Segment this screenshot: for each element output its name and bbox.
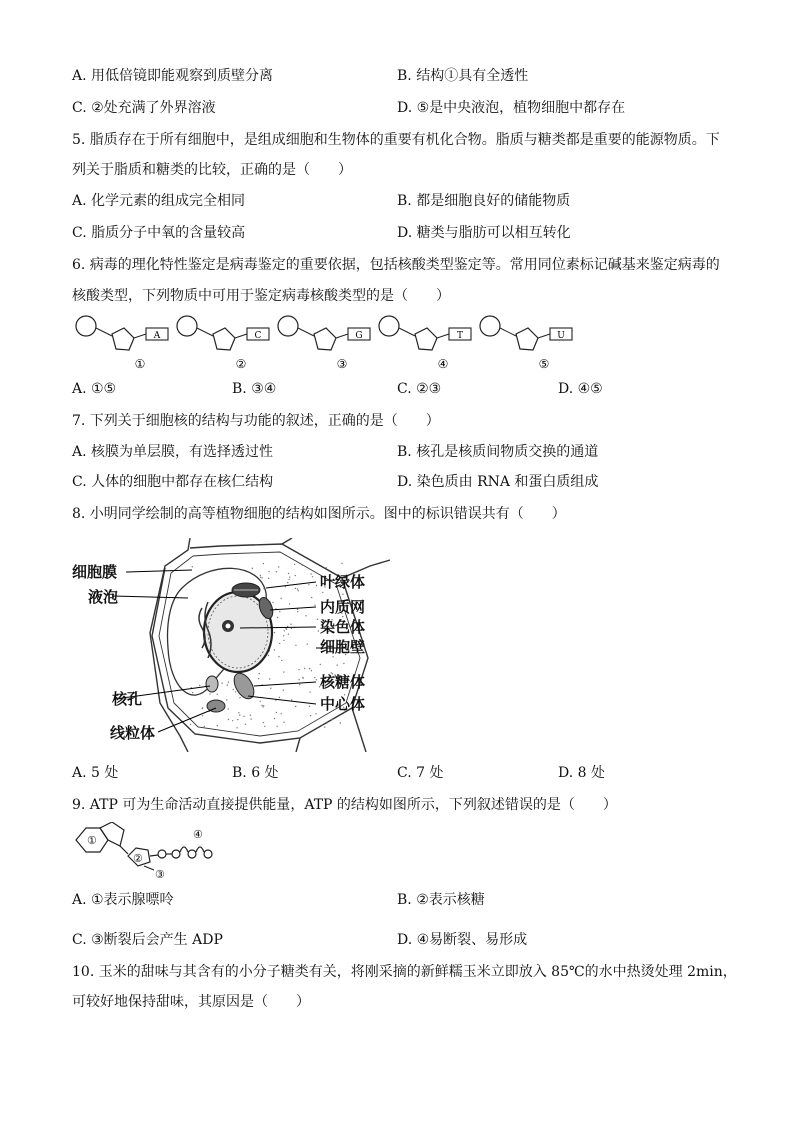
q4-option-d: D. ⑤是中央液泡，植物细胞中都存在 xyxy=(397,100,626,116)
marker-4: ④ xyxy=(193,828,203,841)
q9-option-b: B. ②表示核糖 xyxy=(397,892,485,908)
high-energy-bond-2 xyxy=(196,847,204,852)
marker-2: ② xyxy=(133,852,143,865)
q9-option-a: A. ①表示腺嘌呤 xyxy=(72,892,174,908)
q6-option-c: C. ②③ xyxy=(397,381,442,397)
golgi-shape xyxy=(206,676,218,692)
q5-stem-line1: 5. 脂质存在于所有细胞中，是组成细胞和生物体的重要有机化合物。脂质与糖类都是重要的能源物质。下 xyxy=(72,132,720,148)
q5-option-a: A. 化学元素的组成完全相同 xyxy=(72,193,246,209)
nucleotide-4 xyxy=(379,316,471,371)
marker-1: ① xyxy=(87,834,97,847)
q7-option-c: C. 人体的细胞中都存在核仁结构 xyxy=(72,474,274,490)
q8-option-b: B. 6 处 xyxy=(232,765,279,781)
q9-stem: 9. ATP 可为生命活动直接提供能量，ATP 的结构如图所示，下列叙述错误的是（ ） xyxy=(72,797,617,813)
q6-option-b: B. ③④ xyxy=(232,381,277,397)
label-chromosome: 染色体 xyxy=(320,618,366,636)
nucleotide-2 xyxy=(177,316,269,371)
q7-option-d: D. 染色质由 RNA 和蛋白质组成 xyxy=(397,474,599,490)
atp-structure-figure xyxy=(72,822,232,880)
adenine-ring-5 xyxy=(100,822,124,846)
nucleotide-base-label: G xyxy=(355,331,363,341)
nucleotide-number-label: ④ xyxy=(437,357,449,371)
high-energy-bond-1 xyxy=(180,847,188,852)
label-cell-wall: 细胞壁 xyxy=(320,638,366,656)
q8-stem: 8. 小明同学绘制的高等植物细胞的结构如图所示。图中的标识错误共有（ ） xyxy=(72,506,566,522)
label-nuclear-pore: 核孔 xyxy=(112,690,143,708)
nucleotide-base-label: A xyxy=(153,331,161,341)
phosphate-2 xyxy=(172,850,180,858)
q5-option-c: C. 脂质分子中氧的含量较高 xyxy=(72,225,246,241)
q8-option-d: D. 8 处 xyxy=(558,765,605,781)
plant-cell-figure xyxy=(70,538,390,752)
mitochondrion-shape xyxy=(230,670,258,702)
q7-stem: 7. 下列关于细胞核的结构与功能的叙述，正确的是（ ） xyxy=(72,413,440,429)
q10-stem-line2: 可较好地保持甜味，其原因是（ ） xyxy=(72,994,310,1010)
label-centrosome: 中心体 xyxy=(320,695,366,713)
q9-option-d: D. ④易断裂、易形成 xyxy=(397,932,528,948)
phosphate-1 xyxy=(158,850,166,858)
neighbor-cell-wall-top xyxy=(282,538,292,544)
q8-option-a: A. 5 处 xyxy=(72,765,119,781)
q6-option-d: D. ④⑤ xyxy=(558,381,603,397)
label-mitochondrion: 线粒体 xyxy=(110,724,156,742)
q5-option-b: B. 都是细胞良好的储能物质 xyxy=(397,193,571,209)
nucleotide-5 xyxy=(480,316,572,371)
q6-stem-line1: 6. 病毒的理化特性鉴定是病毒鉴定的重要依据，包括核酸类型鉴定等。常用同位素标记碱基来鉴定病毒的 xyxy=(72,257,720,273)
q7-option-a: A. 核膜为单层膜，有选择透过性 xyxy=(72,444,274,460)
q7-option-b: B. 核孔是核质间物质交换的通道 xyxy=(397,444,599,460)
q10-stem-line1: 10. 玉米的甜味与其含有的小分子糖类有关，将刚采摘的新鲜糯玉米立即放入 85℃的水中热烫处理 2min， xyxy=(72,964,737,980)
label-chloroplast: 叶绿体 xyxy=(320,573,366,591)
nucleotide-number-label: ② xyxy=(235,357,247,371)
nucleotide-base-label: U xyxy=(557,331,565,341)
q4-option-c: C. ②处充满了外界溶液 xyxy=(72,100,216,116)
q8-option-c: C. 7 处 xyxy=(397,765,444,781)
label-vacuole: 液泡 xyxy=(88,588,119,606)
q4-option-a: A. 用低倍镜即能观察到质壁分离 xyxy=(72,68,274,84)
nucleotide-number-label: ③ xyxy=(336,357,348,371)
phosphate-3 xyxy=(188,850,196,858)
nucleotide-number-label: ① xyxy=(134,357,146,371)
q6-option-a: A. ①⑤ xyxy=(72,381,117,397)
neighbor-cell-wall-bottom xyxy=(296,738,300,752)
phosphate-4 xyxy=(204,850,212,858)
marker-3: ③ xyxy=(155,868,165,880)
label-cell-membrane: 细胞膜 xyxy=(72,563,118,581)
nucleotide-number-label: ⑤ xyxy=(538,357,550,371)
q5-option-d: D. 糖类与脂肪可以相互转化 xyxy=(397,225,571,241)
q4-option-b: B. 结构①具有全透性 xyxy=(397,68,529,84)
neighbor-cell-wall-right-bottom xyxy=(352,708,366,752)
nucleotide-1 xyxy=(76,316,168,371)
q9-option-c: C. ③断裂后会产生 ADP xyxy=(72,932,223,948)
nucleotide-3 xyxy=(278,316,370,371)
label-ribosome: 核糖体 xyxy=(320,673,366,691)
nucleotide-base-label: C xyxy=(254,331,262,341)
q6-stem-line2: 核酸类型，下列物质中可用于鉴定病毒核酸类型的是（ ） xyxy=(72,288,450,304)
q5-stem-line2: 列关于脂质和糖类的比较，正确的是（ ） xyxy=(72,162,352,178)
nucleotide-base-label: T xyxy=(456,331,464,341)
label-er: 内质网 xyxy=(320,598,366,616)
nucleotide-figure xyxy=(72,312,592,374)
